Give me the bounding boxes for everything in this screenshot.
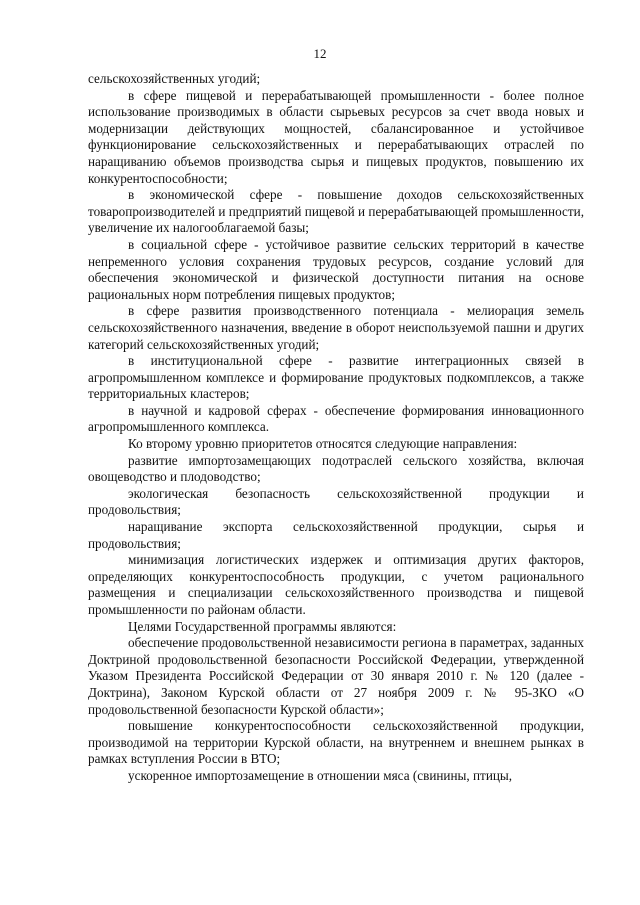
paragraph: сельскохозяйственных угодий; <box>88 71 261 86</box>
paragraph: экологическая безопасность сельскохозяйственной продукции и продовольствия; <box>88 485 584 518</box>
page-number: 12 <box>313 46 327 61</box>
document-text-body <box>88 71 584 785</box>
paragraph: обеспечение продовольственной независимости региона в параметрах, заданных Доктриной продовольственной безопасности Российской Федерации, утвержденной Указом Президента Российской Федерации от 30 января 2010 г. № 120 (далее - Доктрина), Законом Курской области от 27 ноября 2009 г. № 95-ЗКО «О продовольственной безопасности Курской области»; <box>88 635 584 717</box>
paragraph: в экономической сфере - повышение доходов сельскохозяйственных товаропроизводителей и предприятий пищевой и перерабатывающей промышленности, увеличение их налогооблагаемой базы; <box>88 187 584 236</box>
paragraph: повышение конкурентоспособности сельскохозяйственной продукции, производимой на территории Курской области, на внутреннем и внешнем рынках в рамках вступления России в ВТО; <box>88 718 584 767</box>
paragraph: в научной и кадровой сферах - обеспечение формирования инновационного агропромышленного комплекса. <box>88 402 584 435</box>
paragraph: Целями Государственной программы являются: <box>128 618 397 634</box>
paragraph: в социальной сфере - устойчивое развитие сельских территорий в качестве непременного условия сохранения трудовых ресурсов, создание условий для обеспечения экономической и физической доступности питания на основе рациональных норм потребления пищевых продуктов; <box>88 236 584 302</box>
paragraph: Ко второму уровню приоритетов относятся следующие направления: <box>128 436 518 452</box>
paragraph: наращивание экспорта сельскохозяйственной продукции, сырья и продовольствия; <box>88 519 584 551</box>
paragraph: в институциональной сфере - развитие интеграционных связей в агропромышленном комплексе и формирование продуктовых подкомплексов, а также территориальных кластеров; <box>88 353 584 402</box>
paragraph: в сфере пищевой и перерабатывающей промышленности - более полное использование производимых в области сырьевых ресурсов за счет ввода новых и модернизации действующих мощностей, сбалансированное и устойчивое функционирование сельскохозяйственных и перерабатывающих отраслей по наращиванию объемов производства сырья и пищевых продуктов, повышению их конкурентоспособности; <box>88 87 584 186</box>
paragraph: в сфере развития производственного потенциала - мелиорация земель сельскохозяйственного назначения, введение в оборот неиспользуемой пашни и других категорий сельскохозяйственных угодий; <box>88 303 584 352</box>
paragraph: развитие импортозамещающих подотраслей сельского хозяйства, включая овощеводство и плодоводство; <box>88 452 584 485</box>
paragraph: ускоренное импортозамещение в отношении мяса (свинины, птицы, <box>128 767 513 783</box>
paragraph: минимизация логистических издержек и оптимизация других факторов, определяющих конкурентоспособность продукции, с учетом рационального размещения и специализации сельскохозяйственного производства и пищевой промышленности по районам области. <box>88 552 584 617</box>
